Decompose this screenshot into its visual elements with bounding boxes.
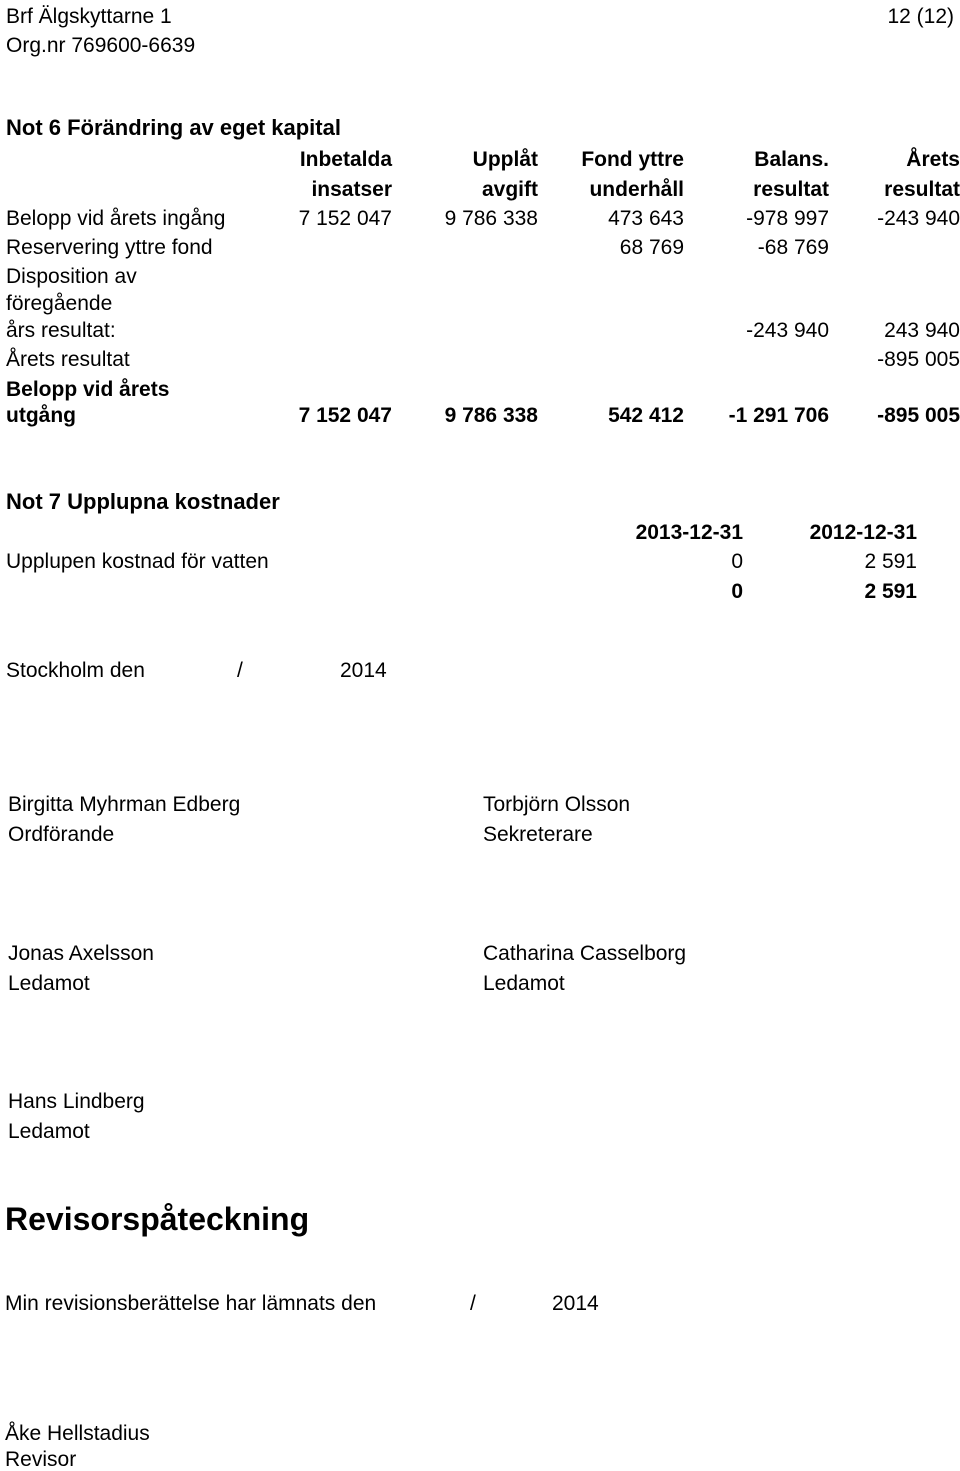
signer-role: Sekreterare [483, 823, 593, 846]
cell-value: 542 412 [608, 404, 684, 427]
cell-value: 9 786 338 [444, 404, 538, 427]
page-number: 12 (12) [887, 5, 954, 28]
cell-value: 473 643 [608, 207, 684, 230]
cell-value: -978 997 [746, 207, 829, 230]
cell-value: 2 591 [864, 550, 917, 573]
col-header: 2012-12-31 [809, 521, 917, 544]
signer-name: Jonas Axelsson [8, 942, 154, 965]
signer-name: Birgitta Myhrman Edberg [8, 793, 241, 816]
row-label: utgång [6, 404, 76, 427]
auditor-role: Revisor [5, 1448, 77, 1471]
date-slash: / [470, 1292, 476, 1315]
date-year: 2014 [552, 1292, 599, 1315]
signer-role: Ledamot [8, 1120, 90, 1143]
col-header-line1: Inbetalda [299, 148, 392, 171]
col-header-line2: avgift [481, 178, 538, 201]
col-header: 2013-12-31 [635, 521, 743, 544]
auditor-name: Åke Hellstadius [5, 1422, 150, 1445]
col-header-line2: underhåll [589, 178, 684, 201]
signer-role: Ordförande [8, 823, 115, 846]
col-header-line2: resultat [884, 178, 960, 201]
row-label: Årets resultat [6, 348, 130, 371]
row-label: Upplupen kostnad för vatten [6, 550, 269, 573]
cell-value: -68 769 [757, 236, 829, 259]
signer-role: Ledamot [8, 972, 90, 995]
signer-name: Hans Lindberg [8, 1090, 145, 1113]
company-name: Brf Älgskyttarne 1 [6, 5, 172, 28]
date-year: 2014 [340, 659, 387, 682]
note7-title: Not 7 Upplupna kostnader [6, 489, 280, 514]
cell-value: 7 152 047 [298, 404, 392, 427]
place-label: Stockholm den [6, 659, 145, 682]
col-header-line2: resultat [753, 178, 829, 201]
sum-value: 2 591 [864, 580, 917, 603]
col-header-line1: Årets [906, 148, 960, 171]
cell-value: 0 [731, 550, 743, 573]
signer-role: Ledamot [483, 972, 565, 995]
signer-name: Catharina Casselborg [483, 942, 687, 965]
cell-value: -1 291 706 [728, 404, 829, 427]
row-label: Disposition av [6, 265, 137, 288]
signer-name: Torbjörn Olsson [483, 793, 631, 816]
col-header-line1: Balans. [754, 148, 829, 171]
row-label: Belopp vid årets [6, 378, 170, 401]
cell-value: -895 005 [877, 404, 960, 427]
cell-value: -243 940 [877, 207, 960, 230]
row-label: Reservering yttre fond [6, 236, 213, 259]
auditor-statement: Min revisionsberättelse har lämnats den [5, 1292, 377, 1315]
cell-value: 243 940 [884, 319, 960, 342]
org-number: Org.nr 769600-6639 [6, 34, 196, 57]
col-header-line1: Upplåt [472, 148, 538, 171]
date-slash: / [237, 659, 243, 682]
sum-value: 0 [731, 580, 743, 603]
cell-value: 7 152 047 [298, 207, 392, 230]
auditor-heading: Revisorspåteckning [5, 1201, 310, 1237]
cell-value: 68 769 [619, 236, 684, 259]
row-label: års resultat: [6, 319, 116, 342]
row-label: Belopp vid årets ingång [6, 207, 226, 230]
col-header-line2: insatser [311, 178, 392, 201]
cell-value: -895 005 [877, 348, 960, 371]
cell-value: 9 786 338 [444, 207, 538, 230]
cell-value: -243 940 [746, 319, 829, 342]
col-header-line1: Fond yttre [581, 148, 684, 171]
note6-title: Not 6 Förändring av eget kapital [6, 115, 341, 140]
row-label: föregående [6, 292, 113, 315]
